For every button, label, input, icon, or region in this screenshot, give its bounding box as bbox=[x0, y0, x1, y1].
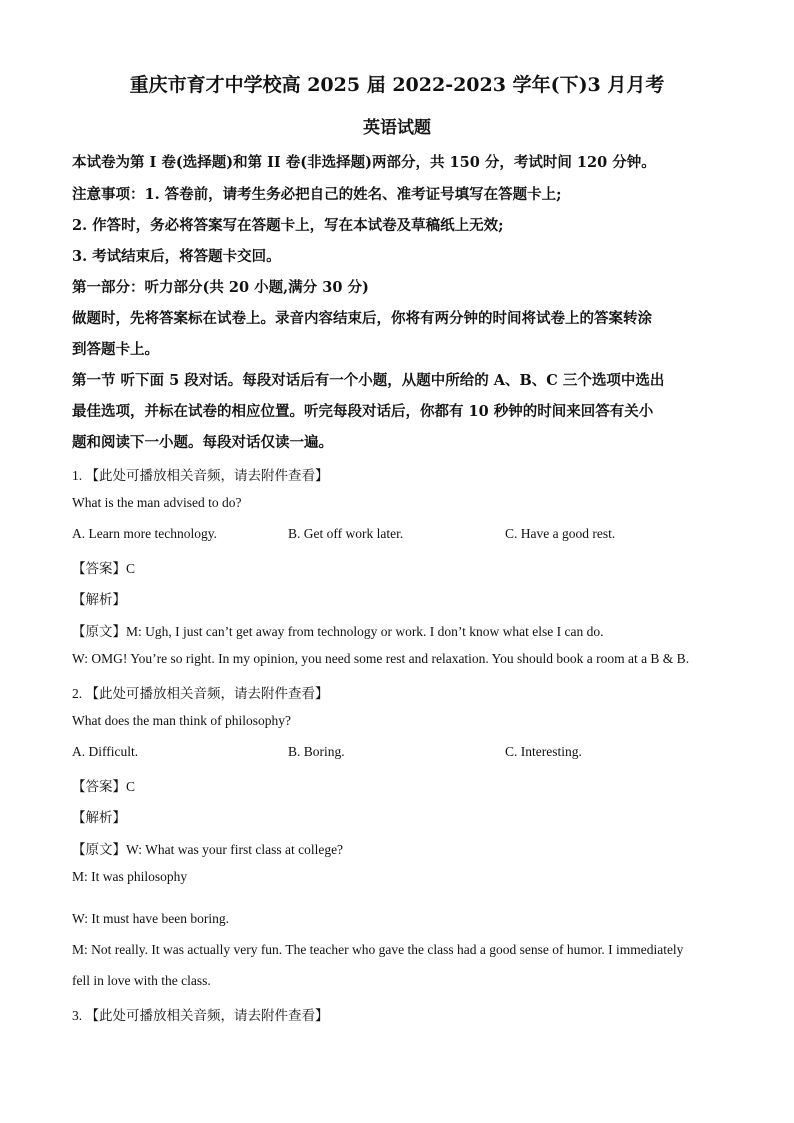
option-c: C. Interesting. bbox=[505, 744, 582, 759]
audio-note: 【此处可播放相关音频，请去附件查看】 bbox=[85, 1008, 329, 1023]
analysis-label: 【解析】 bbox=[72, 592, 126, 607]
answer-label: 【答案】 bbox=[72, 561, 126, 576]
transcript-line: W: OMG! You’re so right. In my opinion, you need some rest and relaxation. You should book a room at a B & B. bbox=[72, 651, 690, 666]
question-number: 2. bbox=[72, 686, 83, 701]
audio-note: 【此处可播放相关音频，请去附件查看】 bbox=[85, 686, 329, 701]
instruction-line: 第一节 听下面 5 段对话。每段对话后有一个小题，从题中所给的 A、B、C 三个选项中选出 bbox=[72, 372, 665, 389]
question-number: 3. bbox=[72, 1008, 83, 1023]
answer-line bbox=[72, 775, 135, 795]
question-header bbox=[72, 682, 329, 702]
instruction-line: 本试卷为第 I 卷(选择题)和第 II 卷(非选择题)两部分，共 150 分，考试时间 120 分钟。 bbox=[72, 154, 656, 171]
option-b: B. Get off work later. bbox=[288, 526, 404, 541]
instruction-line: 题和阅读下一小题。每段对话仅读一遍。 bbox=[72, 434, 333, 451]
instruction-line: 最佳选项，并标在试卷的相应位置。听完每段对话后，你都有 10 秒钟的时间来回答有关小 bbox=[72, 403, 654, 420]
audio-note: 【此处可播放相关音频，请去附件查看】 bbox=[85, 468, 329, 483]
instruction-line: 到答题卡上。 bbox=[72, 341, 159, 358]
instruction-line: 注意事项：1. 答卷前，请考生务必把自己的姓名、准考证号填写在答题卡上; bbox=[72, 186, 562, 203]
transcript-line: 【原文】W: What was your first class at college? bbox=[72, 842, 344, 857]
answer-line bbox=[72, 557, 135, 577]
transcript-line: fell in love with the class. bbox=[72, 973, 211, 988]
question-header bbox=[72, 1004, 329, 1024]
instruction-line: 做题时，先将答案标在试卷上。录音内容结束后，你将有两分钟的时间将试卷上的答案转涂 bbox=[72, 310, 652, 327]
option-c: C. Have a good rest. bbox=[505, 526, 616, 541]
option-b: B. Boring. bbox=[288, 744, 345, 759]
page-subtitle: 英语试题 bbox=[363, 118, 431, 138]
transcript-line: M: It was philosophy bbox=[72, 869, 188, 884]
transcript-line: 【原文】M: Ugh, I just can’t get away from technology or work. I don’t know what else I can do. bbox=[72, 624, 604, 639]
answer-label: 【答案】 bbox=[72, 779, 126, 794]
instruction-line: 2. 作答时，务必将答案写在答题卡上，写在本试卷及草稿纸上无效; bbox=[72, 217, 504, 234]
question-text: What is the man advised to do? bbox=[72, 495, 242, 510]
option-a: A. Learn more technology. bbox=[72, 526, 217, 541]
transcript-line: W: It must have been boring. bbox=[72, 911, 229, 926]
page-title: 重庆市育才中学校高 2025 届 2022-2023 学年(下)3 月月考 bbox=[129, 74, 665, 96]
question-header bbox=[72, 464, 329, 484]
answer-value: C bbox=[126, 561, 136, 576]
question-text: What does the man think of philosophy? bbox=[72, 713, 291, 728]
question-number: 1. bbox=[72, 468, 83, 483]
section-heading: 第一部分：听力部分(共 20 小题,满分 30 分) bbox=[72, 279, 369, 296]
option-a: A. Difficult. bbox=[72, 744, 139, 759]
answer-value: C bbox=[126, 779, 136, 794]
instruction-line: 3. 考试结束后，将答题卡交回。 bbox=[72, 248, 281, 265]
analysis-label: 【解析】 bbox=[72, 810, 126, 825]
transcript-line: M: Not really. It was actually very fun. The teacher who gave the class had a good sense of humor. I immediately bbox=[72, 942, 684, 957]
